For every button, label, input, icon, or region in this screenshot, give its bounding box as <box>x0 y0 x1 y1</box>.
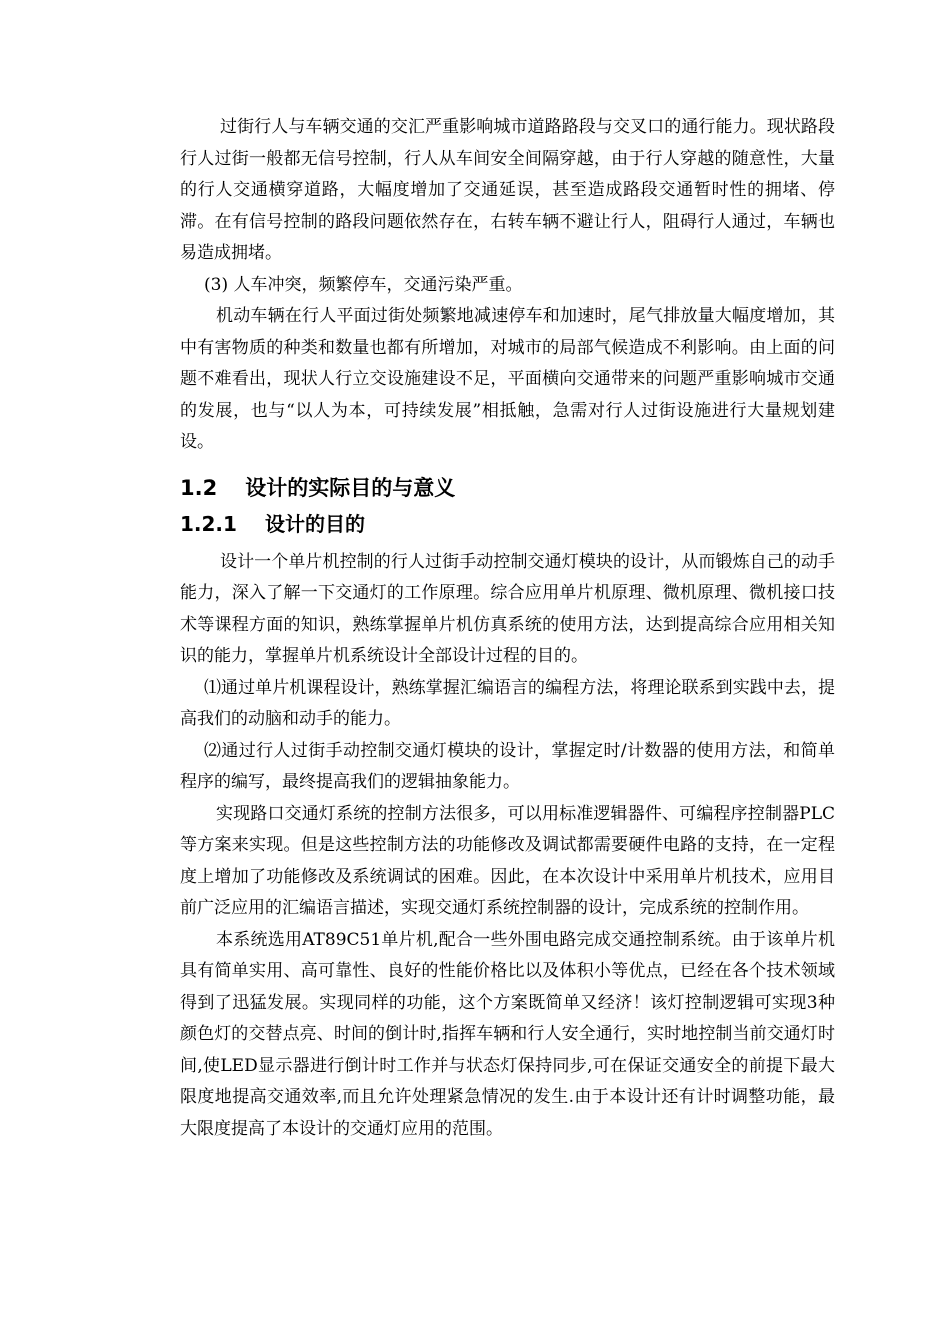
list-item-1: ⑴通过单片机课程设计，熟练掌握汇编语言的编程方法，将理论联系到实践中去，提高我们的动脑和动手的能力。 <box>180 677 835 729</box>
subsection-number: 1.2.1 <box>180 511 237 536</box>
section-number: 1.2 <box>180 475 218 500</box>
section-heading-1-2 <box>180 473 835 503</box>
document-page <box>180 112 835 1145</box>
list-item-3: (3) 人车冲突，频繁停车，交通污染严重。 <box>204 274 523 295</box>
paragraph-design-purpose: 设计一个单片机控制的行人过街手动控制交通灯模块的设计，从而锻炼自己的动手能力，深入了解一下交通灯的工作原理。综合应用单片机原理、微机原理、微机接口技术等课程方面的知识，熟练掌握单片机仿真系统的使用方法，达到提高综合应用相关知识的能力，掌握单片机系统设计全部设计过程的目的。 <box>180 551 835 666</box>
subsection-heading-1-2-1 <box>180 509 835 539</box>
paragraph-system-description: 本系统选用AT89C51单片机,配合一些外围电路完成交通控制系统。由于该单片机具有简单实用、高可靠性、良好的性能价格比以及体积小等优点，已经在各个技术领域得到了迅猛发展。实现同样的功能，这个方案既简单又经济！该灯控制逻辑可实现3种颜色灯的交替点亮、时间的倒计时,指挥车辆和行人安全通行，实时地控制当前交通灯时间,使LED显示器进行倒计时工作并与状态灯保持同步,可在保证交通安全的前提下最大限度地提高交通效率,而且允许处理紧急情况的发生.由于本设计还有计时调整功能，最大限度提高了本设计的交通灯应用的范围。 <box>180 929 835 1139</box>
subsection-title: 设计的目的 <box>264 511 365 536</box>
list-item-2: ⑵通过行人过街手动控制交通灯模块的设计，掌握定时/计数器的使用方法，和简单程序的编写，最终提高我们的逻辑抽象能力。 <box>180 740 835 792</box>
paragraph-pedestrian-conflict: 过街行人与车辆交通的交汇严重影响城市道路路段与交叉口的通行能力。现状路段行人过街一般都无信号控制，行人从车间安全间隔穿越，由于行人穿越的随意性，大量的行人交通横穿道路，大幅度增加了交通延误，甚至造成路段交通暂时性的拥堵、停滞。在有信号控制的路段问题依然存在，右转车辆不避让行人，阻碍行人通过，车辆也易造成拥堵。 <box>180 117 835 263</box>
paragraph-vehicle-emissions: 机动车辆在行人平面过街处频繁地减速停车和加速时，尾气排放量大幅度增加，其中有害物质的种类和数量也都有所增加，对城市的局部气候造成不利影响。由上面的问题不难看出，现状人行立交设施建设不足，平面横向交通带来的问题严重影响城市交通的发展，也与“以人为本，可持续发展”相抵触，急需对行人过街设施进行大量规划建设。 <box>180 306 835 452</box>
section-title: 设计的实际目的与意义 <box>245 475 456 500</box>
paragraph-control-methods: 实现路口交通灯系统的控制方法很多，可以用标准逻辑器件、可编程序控制器PLC等方案来实现。但是这些控制方法的功能修改及调试都需要硬件电路的支持，在一定程度上增加了功能修改及系统调试的困难。因此，在本次设计中采用单片机技术，应用目前广泛应用的汇编语言描述，实现交通灯系统控制器的设计，完成系统的控制作用。 <box>180 803 835 918</box>
